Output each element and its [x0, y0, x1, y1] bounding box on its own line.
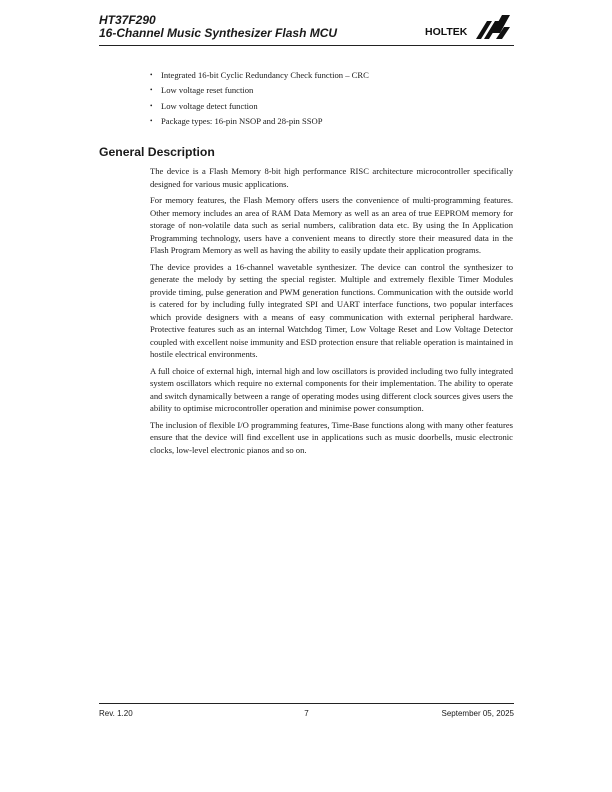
page-header [99, 14, 514, 46]
revision-label: Rev. 1.20 [99, 709, 133, 718]
page-number: 7 [304, 709, 309, 718]
document-code: HT37F290 [99, 13, 156, 27]
feature-item: • Integrated 16-bit Cyclic Redundancy Check function – CRC [150, 68, 369, 83]
paragraph: A full choice of external high, internal high and low oscillators is provided including two fully integrated system oscillators which require no external components for their implementation. The ability to operate and switch dynamically between a range of operating modes using different clock sources gives users the ability to optimise microcontroller operation and minimise power consumption. [150, 365, 513, 413]
paragraph: The device is a Flash Memory 8-bit high performance RISC architecture microcontroller specifically designed for various music applications. [150, 166, 513, 189]
section-heading: General Description [99, 145, 215, 159]
feature-item: • Low voltage detect function [150, 99, 369, 114]
feature-item: • Low voltage reset function [150, 83, 369, 98]
page-footer [99, 708, 514, 720]
header-divider [99, 45, 514, 46]
logo-wordmark: HOLTEK [425, 26, 468, 38]
paragraph: The inclusion of flexible I/O programming features, Time-Base functions along with many other features ensure that the device will find excellent use in applications such as music doorbells, music electronic clocks, low-level electronic pianos and so on. [150, 419, 513, 455]
paragraph: For memory features, the Flash Memory offers users the convenience of multi-programming features. Other memory includes an area of RAM Data Memory as well as an area of true EEPROM memory for storage of non-volatile data such as serial numbers, calibration data etc. By using the In Application Programming technology, users have a convenient means to directly store their measured data in the Flash Program Memory as well as having the ability to easily update their application programs. [150, 195, 513, 255]
feature-list [150, 68, 369, 129]
paragraph: The device provides a 16-channel wavetable synthesizer. The device can control the synthesizer to generate the melody by setting the special register. Multiple and extremely flexible Timer Modules provide timing, pulse generation and PWM generation functions. Communication with the outside world is catered for by including fully integrated SPI and UART interface functions, two popular interfaces which provide designers with a means of easy communication with external peripheral hardware. Protective features such as an internal Watchdog Timer, Low Voltage Reset and Low Voltage Detector coupled with excellent noise immunity and ESD protection ensure that reliable operation is maintained in hostile electrical environments. [150, 261, 513, 359]
revision-date: September 05, 2025 [441, 709, 514, 718]
general-description-body [150, 165, 513, 460]
document-title: 16-Channel Music Synthesizer Flash MCU [99, 26, 338, 40]
holtek-logo [424, 13, 514, 43]
footer-divider [99, 703, 514, 704]
feature-item: • Package types: 16-pin NSOP and 28-pin SSOP [150, 114, 369, 129]
